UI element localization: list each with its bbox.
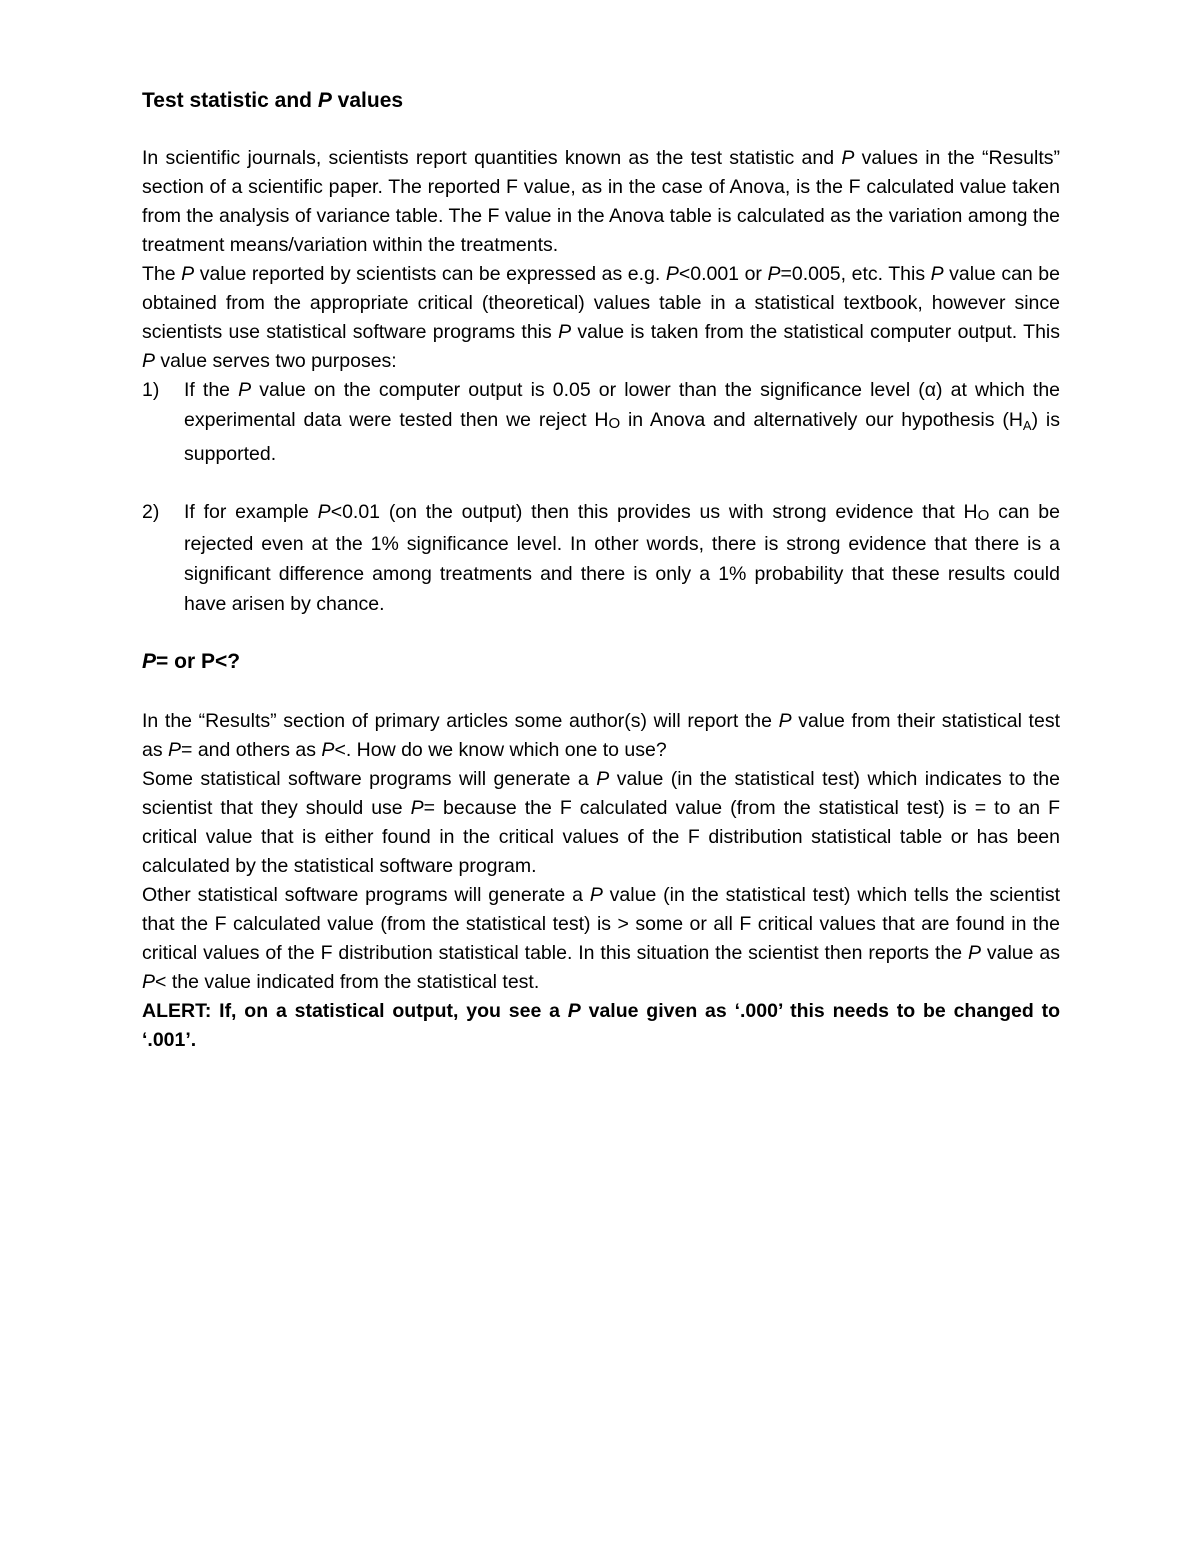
italic-p: P — [567, 1000, 581, 1023]
italic-p: P — [410, 797, 424, 820]
text-run: = and others as — [181, 739, 322, 762]
text-run: value is taken from the statistical computer output. This — [571, 321, 1060, 343]
text-run: The — [142, 263, 182, 285]
text-run: In scientific journals, scientists report quantities known as the test statistic and — [142, 147, 842, 169]
alert-note — [142, 997, 1060, 1055]
text-run: = because the F calculated value (from the statistical test) is = to an F critical value that is either found in the critical values of the F distribution statistical table or has been calculated by the statistical software program. — [142, 797, 1060, 878]
paragraph-p-less-usage — [142, 881, 1060, 997]
italic-p: P — [767, 263, 781, 285]
text-run: value (in the statistical test) which tells the scientist that the F calculated value (from the statistical test) is > some or all F critical values that are found in the critical values of the F distribution statistical table. In this situation the scientist then reports the — [142, 884, 1060, 965]
italic-p: P — [238, 379, 252, 401]
italic-p: P — [589, 884, 603, 907]
italic-p: P — [142, 971, 156, 994]
text-run: value reported by scientists can be expressed as e.g. — [194, 263, 666, 285]
subscript-o: O — [608, 414, 621, 432]
text-run: value as — [980, 942, 1060, 965]
text-run: If for example — [184, 500, 318, 523]
text-run: < the value indicated from the statistical test. — [155, 971, 540, 994]
paragraph-p-value-expression — [142, 260, 1060, 376]
list-number: 2) — [142, 500, 160, 523]
italic-p: P — [181, 263, 195, 285]
text-run: Other statistical software programs will generate a — [142, 884, 590, 907]
text-run: value can be obtained from the appropriate critical (theoretical) values table in a statistical textbook, however since scientists use statistical software programs this — [142, 263, 1060, 343]
italic-p: P — [168, 739, 182, 762]
document-page — [142, 86, 1060, 1055]
list-item-text — [184, 498, 1060, 619]
text-run: <0.01 (on the output) then this provides us with strong evidence that H — [330, 500, 978, 523]
italic-p: P — [930, 263, 944, 285]
section-heading-p-equals-or-less — [142, 647, 1060, 677]
italic-p: P — [142, 350, 156, 372]
text-run: ALERT: If, on a statistical output, you see a — [142, 1000, 568, 1023]
paragraph-results-section — [142, 707, 1060, 765]
italic-p: P — [317, 500, 331, 523]
text-run: <0.001 or — [678, 263, 768, 285]
text-run: =0.005, etc. This — [780, 263, 931, 285]
text-run: in Anova and alternatively our hypothesis (H — [620, 408, 1023, 431]
list-number: 1) — [142, 379, 160, 401]
heading-text: values — [331, 89, 404, 112]
list-item-text — [184, 376, 1060, 470]
italic-p: P — [778, 710, 792, 733]
text-run: ) is supported. — [184, 408, 1061, 466]
heading-text: Test statistic and — [142, 89, 318, 112]
text-run: value serves two purposes: — [155, 350, 397, 372]
text-run: value from their statistical test as — [142, 710, 1060, 762]
italic-p: P — [967, 942, 981, 965]
paragraph-test-statistic-intro — [142, 144, 1060, 260]
purposes-list — [142, 376, 1060, 619]
text-run: value given as ‘.000’ this needs to be changed to ‘.001’. — [142, 1000, 1060, 1052]
italic-p: P — [317, 89, 332, 112]
italic-p: P — [596, 768, 610, 791]
text-run: value on the computer output is 0.05 or lower than the significance level (α) at which the experimental data were tested then we reject H — [184, 379, 1061, 431]
text-run: If the — [184, 379, 239, 401]
text-run: can be rejected even at the 1% significance level. In other words, there is strong evidence that there is a significant difference among treatments and there is only a 1% probability that these results could have arisen by chance. — [184, 500, 1061, 615]
text-run: value (in the statistical test) which indicates to the scientist that they should use — [142, 768, 1060, 820]
italic-p: P — [321, 739, 335, 762]
subscript-a: A — [1022, 417, 1032, 433]
subscript-o: O — [977, 506, 990, 524]
text-run: <. How do we know which one to use? — [334, 739, 667, 762]
paragraph-p-equals-usage — [142, 765, 1060, 881]
text-run: In the “Results” section of primary articles some author(s) will report the — [142, 710, 779, 733]
text-run: values in the “Results” section of a scientific paper. The reported F value, as in the case of Anova, is the F calculated value taken from the analysis of variance table. The F value in the Anova table is calculated as the variation among the treatment means/variation within the treatments. — [142, 147, 1061, 256]
italic-p: P — [558, 321, 572, 343]
italic-p: P — [665, 263, 679, 285]
list-item — [142, 376, 1060, 470]
heading-text: = or P<? — [156, 650, 241, 674]
italic-p: P — [841, 147, 855, 169]
list-item — [142, 498, 1060, 619]
text-run: Some statistical software programs will generate a — [142, 768, 597, 791]
italic-p: P — [142, 650, 157, 674]
section-heading-test-statistic — [142, 86, 1060, 116]
